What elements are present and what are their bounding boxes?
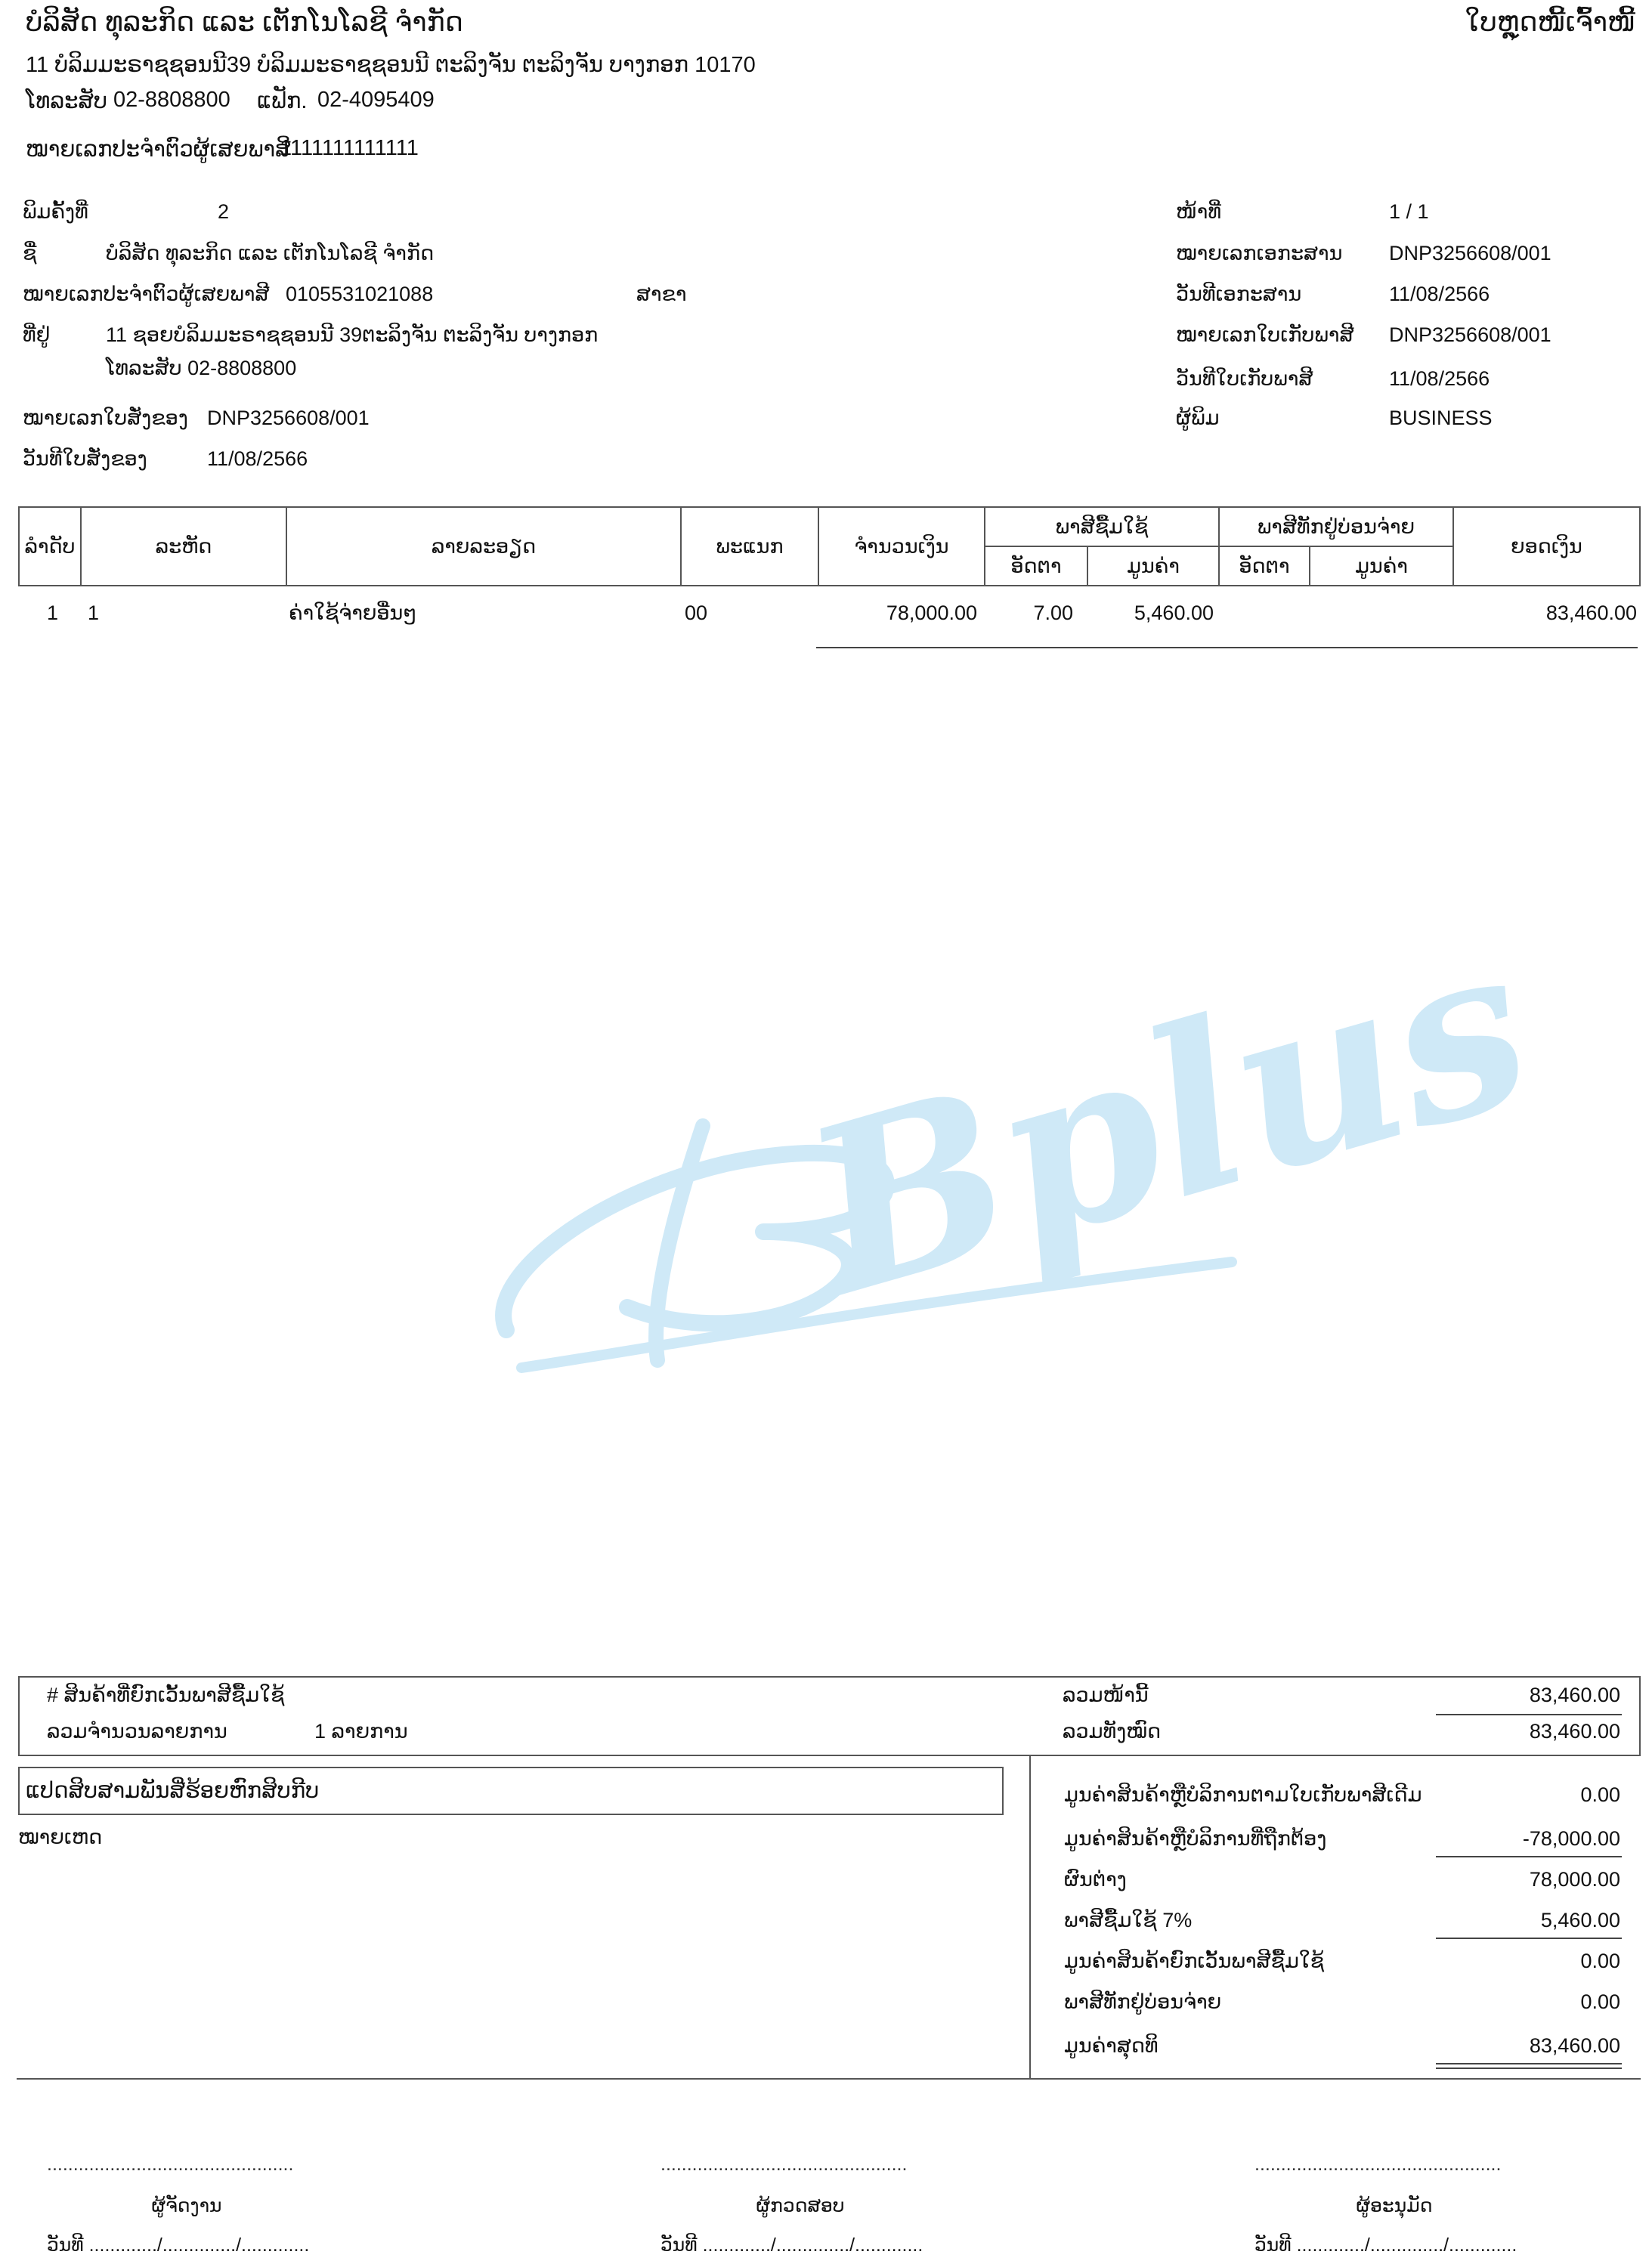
summary-line-value: 0.00 — [1580, 1990, 1620, 2013]
header-vat-value: ມູນຄ່າ — [1127, 554, 1180, 577]
row-department: 00 — [685, 602, 708, 624]
grand-total: 83,460.00 — [1529, 1720, 1620, 1743]
company-phone: 02-8808800 — [113, 88, 230, 112]
customer-address-line2: ໂທລະສັບ 02-8808800 — [106, 357, 297, 379]
signature-date: ວັນທີ ............./............../............. — [47, 2235, 310, 2256]
doc-number: DNP3256608/001 — [1389, 242, 1551, 264]
po-number: DNP3256608/001 — [207, 407, 370, 429]
signature-date: ວັນທີ ............./............../............. — [1254, 2235, 1517, 2256]
tax-invoice-number-label: ໝາຍເລກໃບເກັບພາສີ — [1176, 323, 1354, 346]
page-total: 83,460.00 — [1529, 1684, 1620, 1706]
doc-number-label: ໝາຍເລກເອກະສານ — [1176, 242, 1343, 264]
grand-total-label: ລວມທັງໝົດ — [1063, 1720, 1162, 1743]
summary-underline — [1436, 1938, 1622, 1939]
company-phone-label: ໂທລະສັບ — [26, 89, 108, 113]
row-amount: 78,000.00 — [886, 602, 977, 624]
summary-line-label: ມູນຄ່າສິນຄ້າຫຼືບໍລິການທີ່ຖືກຕ້ອງ — [1064, 1827, 1327, 1850]
customer-name-label: ຊື່ — [23, 242, 37, 264]
tax-invoice-date: 11/08/2566 — [1389, 367, 1490, 390]
page-label: ໜ້າທີ່ — [1176, 200, 1222, 223]
printer-label: ຜູ້ພິມ — [1176, 407, 1220, 429]
tax-invoice-date-label: ວັນທີໃບເກັບພາສີ — [1176, 367, 1313, 390]
row-code: 1 — [88, 602, 100, 624]
summary-line-value: 0.00 — [1580, 1783, 1620, 1806]
po-number-label: ໝາຍເລກໃບສັ່ງຂອງ — [23, 407, 188, 429]
items-count: 1 ລາຍການ — [314, 1720, 408, 1743]
summary-line-label: ພາສີຊື້ມໃຊ້ 7% — [1064, 1909, 1193, 1931]
signature-dotted-line: ............................................... — [1254, 2154, 1502, 2175]
customer-taxid: 0105531021088 — [286, 283, 434, 305]
po-date-label: ວັນທີໃບສັ່ງຂອງ — [23, 447, 147, 470]
signature-label: ຜູ້ກວດສອບ — [756, 2195, 845, 2216]
signature-label: ຜູ້ຈັດງານ — [151, 2195, 222, 2216]
company-fax: 02-4095409 — [317, 88, 435, 112]
page-number: 1 / 1 — [1389, 200, 1429, 223]
row-vat-value: 5,460.00 — [1134, 602, 1214, 624]
header-code: ລະຫັດ — [155, 534, 212, 558]
header-department: ພະແນກ — [716, 534, 784, 558]
customer-branch-label: ສາຂາ — [636, 283, 687, 305]
customer-address-label: ທີ່ຢູ່ — [23, 323, 51, 346]
items-count-label: ລວມຈຳນວນລາຍການ — [47, 1720, 227, 1743]
signature-label: ຜູ້ອະນຸມັດ — [1356, 2195, 1433, 2216]
summary-line-label: ມູນຄ່າສິນຄ້າຍົກເວັ້ນພາສີຊື້ມໃຊ້ — [1064, 1950, 1325, 1972]
printer-name: BUSINESS — [1389, 407, 1493, 429]
print-count: 2 — [218, 200, 230, 223]
net-total-double-underline — [1436, 2068, 1622, 2069]
signature-date: ວັນທີ ............./............../............. — [660, 2235, 923, 2256]
company-fax-label: ແຟັກ. — [257, 89, 308, 113]
company-name: ບໍລິສັດ ທຸລະກິດ ແລະ ເຕັກໂນໂລຊີ ຈຳກັດ — [26, 6, 463, 37]
header-vat-group: ພາສີຊື້ມໃຊ້ — [1055, 515, 1149, 538]
customer-taxid-label: ໝາຍເລກປະຈຳຕົວຜູ້ເສຍພາສີ — [23, 283, 270, 305]
summary-bottom-line — [17, 2078, 1641, 2080]
company-address: 11 ບໍລິມມະຣາຊຊອນນີ39 ບໍລິມມະຣາຊຊອນນີ ຕະລິງຈັນ ຕະລິງຈັນ ບາງກອກ 10170 — [26, 53, 756, 77]
summary-line-value: 0.00 — [1580, 1950, 1620, 1972]
header-amount: ຈຳນວນເງິນ — [854, 534, 949, 558]
summary-divider — [1029, 1756, 1031, 2080]
document-title: ໃບຫຼຸດໜີ້ເຈົ້າໜີ້ — [1465, 6, 1635, 37]
po-date: 11/08/2566 — [207, 447, 308, 470]
net-total-underline — [1436, 2063, 1622, 2064]
header-total: ຍອດເງິນ — [1511, 534, 1582, 558]
summary-line-label: ຜົນຕ່າງ — [1064, 1868, 1127, 1891]
doc-date-label: ວັນທີເອກະສານ — [1176, 283, 1302, 305]
remark-label: ໝາຍເຫດ — [18, 1826, 103, 1848]
print-count-label: ພິມຄັ້ງທີ່ — [23, 200, 88, 223]
header-wht-rate: ອັດຕາ — [1239, 554, 1290, 577]
doc-date: 11/08/2566 — [1389, 283, 1490, 305]
header-no: ລຳດັບ — [24, 534, 76, 558]
page-total-label: ລວມໜ້ານີ້ — [1063, 1684, 1149, 1706]
watermark-text: Bplus — [781, 889, 1556, 1347]
summary-line-value: 5,460.00 — [1540, 1909, 1620, 1931]
row-no: 1 — [47, 602, 59, 624]
row-vat-rate: 7.00 — [1033, 602, 1073, 624]
items-table-header — [18, 506, 1641, 586]
header-description: ລາຍລະອຽດ — [431, 534, 537, 558]
summary-underline — [1436, 1856, 1622, 1857]
signature-dotted-line: ............................................... — [47, 2154, 294, 2175]
header-wht-value: ມູນຄ່າ — [1355, 554, 1408, 577]
customer-name: ບໍລິສັດ ທຸລະກິດ ແລະ ເຕັກໂນໂລຊີ ຈຳກັດ — [106, 242, 435, 264]
summary-line-label: ພາສີທັກຢູ່ບ່ອນຈ່າຍ — [1064, 1990, 1222, 2013]
header-vat-rate: ອັດຕາ — [1010, 554, 1062, 577]
header-wht-group: ພາສີທັກຢູ່ບ່ອນຈ່າຍ — [1257, 515, 1415, 538]
net-total-label: ມູນຄ່າສຸດທິ — [1064, 2034, 1159, 2057]
bplus-logo-watermark — [476, 889, 1556, 1428]
company-taxid-label: ໝາຍເລກປະຈຳຕົວຜູ້ເສຍພາສີ — [26, 138, 291, 162]
row-total: 83,460.00 — [1545, 602, 1637, 624]
amount-in-words: ແປດສິບສາມພັນສີ່ຮ້ອຍຫົກສິບກີບ — [26, 1779, 320, 1803]
row-total-underline — [816, 647, 1638, 648]
company-taxid: 1111111111111 — [280, 136, 419, 160]
row-description: ຄ່າໃຊ້ຈ່າຍອື່ນໆ — [289, 602, 417, 624]
vat-exempt-note: # ສິນຄ້າທີ່ຍົກເວັ້ນພາສີຊື້ມໃຊ້ — [47, 1684, 285, 1706]
customer-address-line1: 11 ຊອຍບໍລິມມະຣາຊຊອນນີ 39ຕະລິງຈັນ ຕະລິງຈັນ ບາງກອກ — [106, 323, 599, 346]
summary-line-label: ມູນຄ່າສິນຄ້າຫຼືບໍລິການຕາມໃບເກັບພາສີເດີມ — [1064, 1783, 1422, 1806]
summary-line-value: -78,000.00 — [1522, 1827, 1620, 1850]
page-total-underline — [1436, 1714, 1622, 1715]
signature-dotted-line: ............................................... — [660, 2154, 908, 2175]
summary-line-value: 78,000.00 — [1529, 1868, 1620, 1891]
net-total: 83,460.00 — [1529, 2034, 1620, 2057]
tax-invoice-number: DNP3256608/001 — [1389, 323, 1551, 346]
